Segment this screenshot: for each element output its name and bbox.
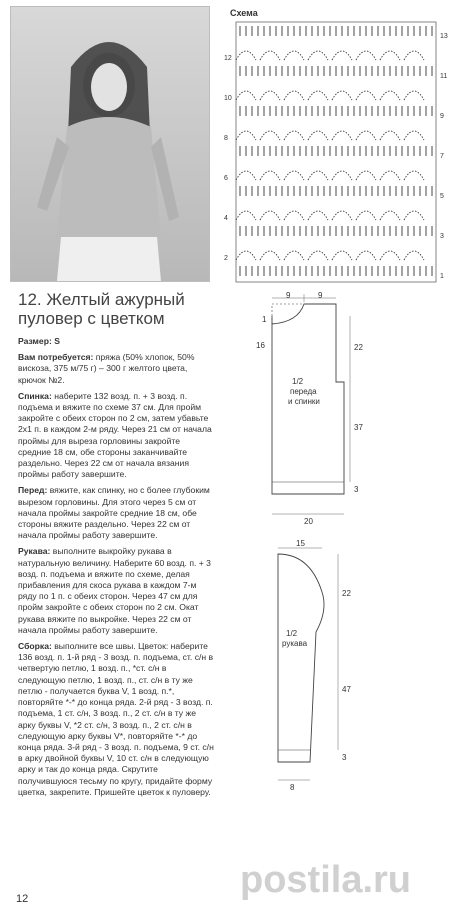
instructions xyxy=(18,336,215,803)
chain-arc xyxy=(236,211,256,220)
schema-title: Схема xyxy=(230,8,258,18)
chain-arc xyxy=(356,211,376,220)
chain-arc xyxy=(404,51,424,60)
dim-sleeve-8: 8 xyxy=(290,783,295,792)
chain-arc xyxy=(380,51,400,60)
row-9: 9 xyxy=(440,113,444,120)
chain-arc xyxy=(260,211,280,220)
chain-arc xyxy=(236,131,256,140)
chain-arc xyxy=(236,171,256,180)
body-label-3: и спинки xyxy=(288,397,320,406)
chain-arc xyxy=(308,91,328,100)
chain-arc xyxy=(284,171,304,180)
chain-arc xyxy=(332,131,352,140)
chain-arc xyxy=(284,91,304,100)
chain-arc xyxy=(380,131,400,140)
chain-arc xyxy=(308,251,328,260)
dim-sleeve-15: 15 xyxy=(296,539,305,548)
dim-right-22: 22 xyxy=(354,343,363,352)
chain-arc xyxy=(236,51,256,60)
dim-left-16: 16 xyxy=(256,341,265,350)
dim-bottom-20: 20 xyxy=(304,517,313,526)
crochet-chart xyxy=(222,18,456,288)
dim-sleeve-47: 47 xyxy=(342,685,351,694)
chain-arc xyxy=(332,211,352,220)
chain-arc xyxy=(380,171,400,180)
chain-arc xyxy=(404,251,424,260)
front-section: Перед: вяжите, как спинку, но с более глубоким вырезом горловины. Для этого через 5 см от начала проймы закройте средние 18 см, обе стороны вяжите раздельно. Через 22 см от начала проймы работу завершите. xyxy=(18,485,210,541)
chain-arc xyxy=(380,211,400,220)
row-6: 6 xyxy=(224,175,228,182)
chain-arc xyxy=(236,91,256,100)
sleeves-section: Рукава: выполните выкройку рукава в натуральную величину. Наберите 60 возд. п. + 3 возд. п. подъема и вяжите по схеме, делая прибавления для скоса рукава в каждом 7-м ряду по 1 п. с обеих сторон. Через 47 см для пройм закройте с обеих сторон по 2 см. Окат рукава вяжите по выкройке. Через 22 см от начала проймы работу завершите. xyxy=(18,546,211,635)
sewing-pattern xyxy=(230,292,455,812)
sleeve-label-2: рукава xyxy=(282,639,308,648)
svg-text:postila.ru: postila.ru xyxy=(240,859,412,901)
postila-logo xyxy=(236,848,456,908)
size-line: Размер: S xyxy=(18,336,60,346)
dim-sleeve-3: 3 xyxy=(342,753,347,762)
chain-arc xyxy=(260,51,280,60)
chain-arc xyxy=(380,251,400,260)
row-13: 13 xyxy=(440,33,448,40)
chain-arc xyxy=(332,171,352,180)
sleeve-label-1: 1/2 xyxy=(286,629,298,638)
row-4: 4 xyxy=(224,215,228,222)
row-7: 7 xyxy=(440,153,444,160)
pattern-title: 12. Желтый ажурный пуловер с цветком xyxy=(18,290,185,328)
chain-arc xyxy=(356,131,376,140)
row-3: 3 xyxy=(440,233,444,240)
page-number: 12 xyxy=(16,893,29,905)
row-12: 12 xyxy=(224,55,232,62)
dim-sleeve-22: 22 xyxy=(342,589,351,598)
model-photo xyxy=(10,6,210,282)
chain-arc xyxy=(260,91,280,100)
chain-arc xyxy=(380,91,400,100)
chain-arc xyxy=(260,171,280,180)
body-label-2: переда xyxy=(290,387,317,396)
dim-top-9b: 9 xyxy=(318,292,323,300)
chain-arc xyxy=(284,251,304,260)
chain-arc xyxy=(404,171,424,180)
chain-arc xyxy=(236,251,256,260)
assembly-section: Сборка: выполните все швы. Цветок: наберите 136 возд. п. 1-й ряд - 3 возд. п. подъема, ст. с/н в четвертую петлю, 1 возд. п., *ст. с/н в следующую петлю, 1 возд. п., ст. с/н в ту же петлю - получается буква V, 1 возд. п.*, повторяйте *-* до конца ряда. 2-й ряд - 3 возд. п. подъема, 1 ст. с/н, 3 возд. п., 2 ст. с/н в ту же арку буквы V, *2 ст. с/н, 3 возд. п., 2 ст. с/н в следующую арку буквы V*, повторяйте *-* до конца ряда. 3-й ряд - 3 возд. п. подъема, 9 ст. с/н в арку двойной буквы V, 10 ст. с/н в следующую арку и так до конца ряда. Скрутите получившуюся тесьму по кругу, придайте форму цветка, закрепите. Пришейте цветок к пуловеру. xyxy=(18,641,214,797)
chain-arc xyxy=(356,171,376,180)
chain-arc xyxy=(308,51,328,60)
row-2: 2 xyxy=(224,255,228,262)
chain-arc xyxy=(356,91,376,100)
chain-arc xyxy=(284,211,304,220)
row-10: 10 xyxy=(224,95,232,102)
chain-arc xyxy=(284,51,304,60)
chain-arc xyxy=(260,131,280,140)
chain-arc xyxy=(404,91,424,100)
row-8: 8 xyxy=(224,135,228,142)
chain-arc xyxy=(308,211,328,220)
row-5: 5 xyxy=(440,193,444,200)
chain-arc xyxy=(260,251,280,260)
chain-arc xyxy=(332,51,352,60)
dim-top-9a: 9 xyxy=(286,292,291,300)
chain-arc xyxy=(356,251,376,260)
row-1: 1 xyxy=(440,273,444,280)
row-11: 11 xyxy=(440,73,448,80)
chain-arc xyxy=(284,131,304,140)
dim-right-37: 37 xyxy=(354,423,363,432)
materials-line: Вам потребуется: пряжа (50% хлопок, 50% вискоза, 375 м/75 г) – 300 г желтого цвета, крючок №2. xyxy=(18,352,195,385)
body-label-1: 1/2 xyxy=(292,377,304,386)
chain-arc xyxy=(404,131,424,140)
chain-arc xyxy=(404,211,424,220)
chain-arc xyxy=(308,131,328,140)
chain-arc xyxy=(332,251,352,260)
chain-arc xyxy=(356,51,376,60)
chain-arc xyxy=(332,91,352,100)
chain-arc xyxy=(308,171,328,180)
dim-right-3: 3 xyxy=(354,485,359,494)
back-section: Спинка: наберите 132 возд. п. + 3 возд. п. подъема и вяжите по схеме 37 см. Для пройм закройте с обеих сторон по 2 см, затем убавьте 2х1 п. в каждом 2-м ряду. Через 21 см от начала проймы для выреза горловины закройте средние 18 см, обе стороны заканчивайте раздельно. Через 22 см от начала вязания проймы работу завершите. xyxy=(18,390,212,480)
dim-left-1: 1 xyxy=(262,315,267,324)
